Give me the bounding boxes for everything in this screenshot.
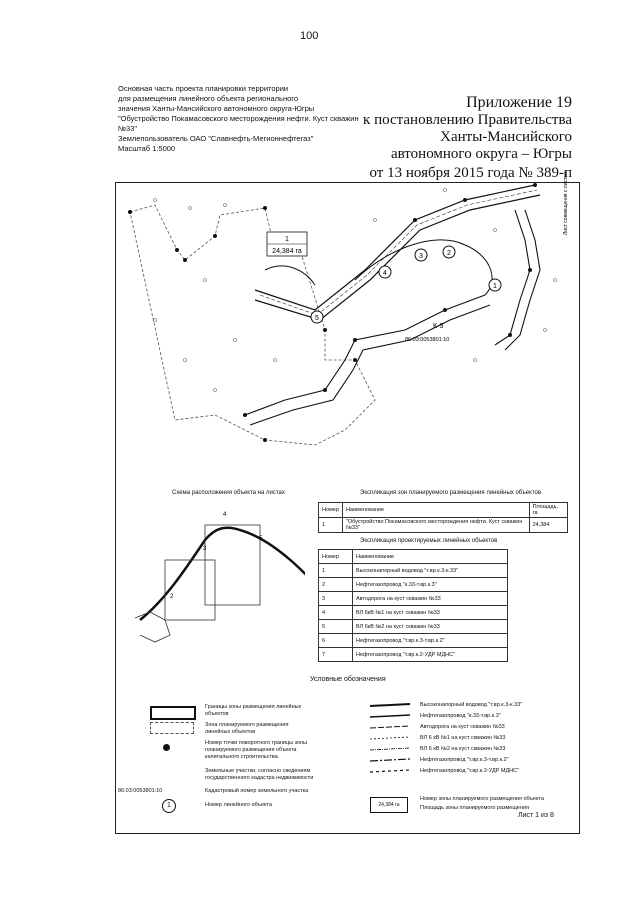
map-cadastral-label: 86:03:0053801:10: [405, 337, 450, 343]
table-row: [319, 518, 568, 533]
appendix-line4: автономного округа – Югры: [390, 146, 572, 162]
object-name: ВЛ 6кВ №2 на куст скважин №33: [352, 620, 507, 634]
legend-right-5: Нефтегазопровод "т.вр.к.3-т.вр.к.2": [420, 757, 509, 763]
object-name: ВЛ 6кВ №1 на куст скважин №33: [352, 606, 507, 620]
project-meta: [118, 84, 378, 154]
legend-cadastral-sample: 86:03:0053801:10: [118, 788, 163, 794]
object-number: 3: [319, 592, 353, 606]
legend-title: Условные обозначения: [310, 676, 386, 683]
legend-left-0: Границы зоны размещения линейных объектов: [205, 704, 302, 717]
zones-header-number: Номер: [319, 503, 343, 518]
object-number: 2: [319, 578, 353, 592]
meta-line4: "Обустройство Покамасовского месторождения нефти. Куст скважин №33": [118, 114, 359, 133]
meta-line6: Масштаб 1:5000: [118, 144, 176, 153]
object-number: 5: [319, 620, 353, 634]
svg-text:2: 2: [170, 594, 174, 600]
zones-header-row: [319, 503, 568, 518]
svg-text:3: 3: [203, 546, 207, 552]
object-name: Нефтегазопровод "т.вр.к.3-т.вр.к.2": [352, 634, 507, 648]
legend-right-1: Нефтегазопровод "к.33-т.вр.к.3": [420, 713, 501, 719]
svg-text:5: 5: [315, 315, 319, 322]
sheet-join-note: Лист совмещения с листом: [563, 171, 569, 235]
legend-right-4: ВЛ 6 кВ №2 на куст скважин №33: [420, 746, 506, 752]
zones-table-title: Экспликация зон планируемого размещения линейных объектов: [360, 490, 542, 496]
meta-line5: Землепользователь ОАО "Славнефть-Мегионнефтегаз": [118, 134, 314, 143]
objects-header-number: Номер: [319, 550, 353, 564]
legend-boundary-swatch: [150, 706, 196, 720]
svg-text:1: 1: [493, 283, 497, 290]
appendix-line2: к постановлению Правительства: [363, 112, 572, 128]
object-number: 4: [319, 606, 353, 620]
legend-area-sample: 24,384 га: [370, 797, 408, 813]
legend-left-5: Номер линейного объекта: [205, 802, 272, 808]
table-row: [319, 634, 508, 648]
svg-text:2: 2: [447, 250, 451, 257]
objects-header-row: [319, 550, 508, 564]
legend-right-6: Нефтегазопровод "т.вр.к.2-УДР МДНС": [420, 768, 520, 774]
appendix-line5: от 13 ноября 2015 года № 389-п: [369, 165, 572, 181]
legend-area-line2: Площадь зоны планируемого размещения: [420, 805, 529, 811]
legend-left-3: Земельные участки, согласно сведениям государственного кадастра недвижимости: [205, 768, 314, 781]
zones-header-area: Площадь, га: [529, 503, 567, 518]
object-number: 1: [319, 564, 353, 578]
scheme-title: Схема расположения объекта на листах: [172, 490, 285, 496]
legend-right-0: Высоконапорный водовод "т.вр.к.3-к.33": [420, 702, 523, 708]
turn-point-icon: [163, 744, 170, 751]
object-name: Высоконапорный водовод "т.вр.к.3-к.33": [352, 564, 507, 578]
object-number: 7: [319, 648, 353, 662]
appendix-line3: Ханты-Мансийского: [440, 129, 572, 145]
table-row: [319, 648, 508, 662]
table-row: [319, 578, 508, 592]
zones-cell-number: 1: [319, 518, 343, 533]
objects-table: [318, 549, 508, 662]
map-area-label: 24,384 га: [272, 248, 302, 255]
objects-header-name: Наименование: [352, 550, 507, 564]
legend-area-line1: Номер зоны планируемого размещения объекта: [420, 796, 544, 802]
svg-text:3: 3: [419, 253, 423, 260]
legend-line-samples: [368, 700, 413, 780]
legend-left-1: Зона планируемого размещения линейных объектов: [205, 722, 289, 735]
svg-text:4: 4: [383, 270, 387, 277]
object-name: Нефтегазопровод "т.вр.к.2-УДР МДНС": [352, 648, 507, 662]
legend-left-2: Номер точки поворотного границы зоны планируемого размещения объекта капитального строительства: [205, 740, 308, 760]
object-name: Автодорога на куст скважин №33: [352, 592, 507, 606]
meta-line1: Основная часть проекта планировки территории: [118, 84, 289, 93]
table-row: [319, 592, 508, 606]
objects-table-title: Экспликация проектируемых линейных объектов: [360, 538, 498, 544]
table-row: [319, 606, 508, 620]
table-row: [319, 564, 508, 578]
meta-line3: значения Ханты-Мансийского автономного округа-Югры: [118, 104, 315, 113]
zones-header-name: Наименование: [342, 503, 529, 518]
meta-line2: для размещения линейного объекта регионального: [118, 94, 298, 103]
cluster-label: К-3: [433, 323, 444, 330]
page-number: 100: [300, 30, 319, 42]
appendix-line1: Приложение 19: [466, 94, 572, 111]
table-row: [319, 620, 508, 634]
legend-zone-swatch: [150, 722, 194, 734]
zones-cell-name: "Обустройство Покамасовского месторождения нефти. Куст скважин №33": [342, 518, 529, 533]
planning-map: [115, 160, 580, 460]
legend-right-3: ВЛ 6 кВ №1 на куст скважин №33: [420, 735, 506, 741]
sheet-scheme: [125, 500, 305, 650]
svg-text:4: 4: [223, 512, 227, 518]
object-name: Нефтегазопровод "к.33-т.вр.к.3": [352, 578, 507, 592]
object-number-icon: 1: [162, 799, 176, 813]
zones-cell-area: 24,384: [529, 518, 567, 533]
legend-right-2: Автодорога на куст скважин №33: [420, 724, 505, 730]
map-area-index: 1: [285, 236, 289, 243]
svg-text:5: 5: [259, 536, 263, 542]
object-number: 6: [319, 634, 353, 648]
legend-left-4: Кадастровый номер земельного участка: [205, 788, 309, 794]
zones-table: [318, 502, 568, 533]
sheet-number: Лист 1 из 8: [518, 812, 554, 819]
